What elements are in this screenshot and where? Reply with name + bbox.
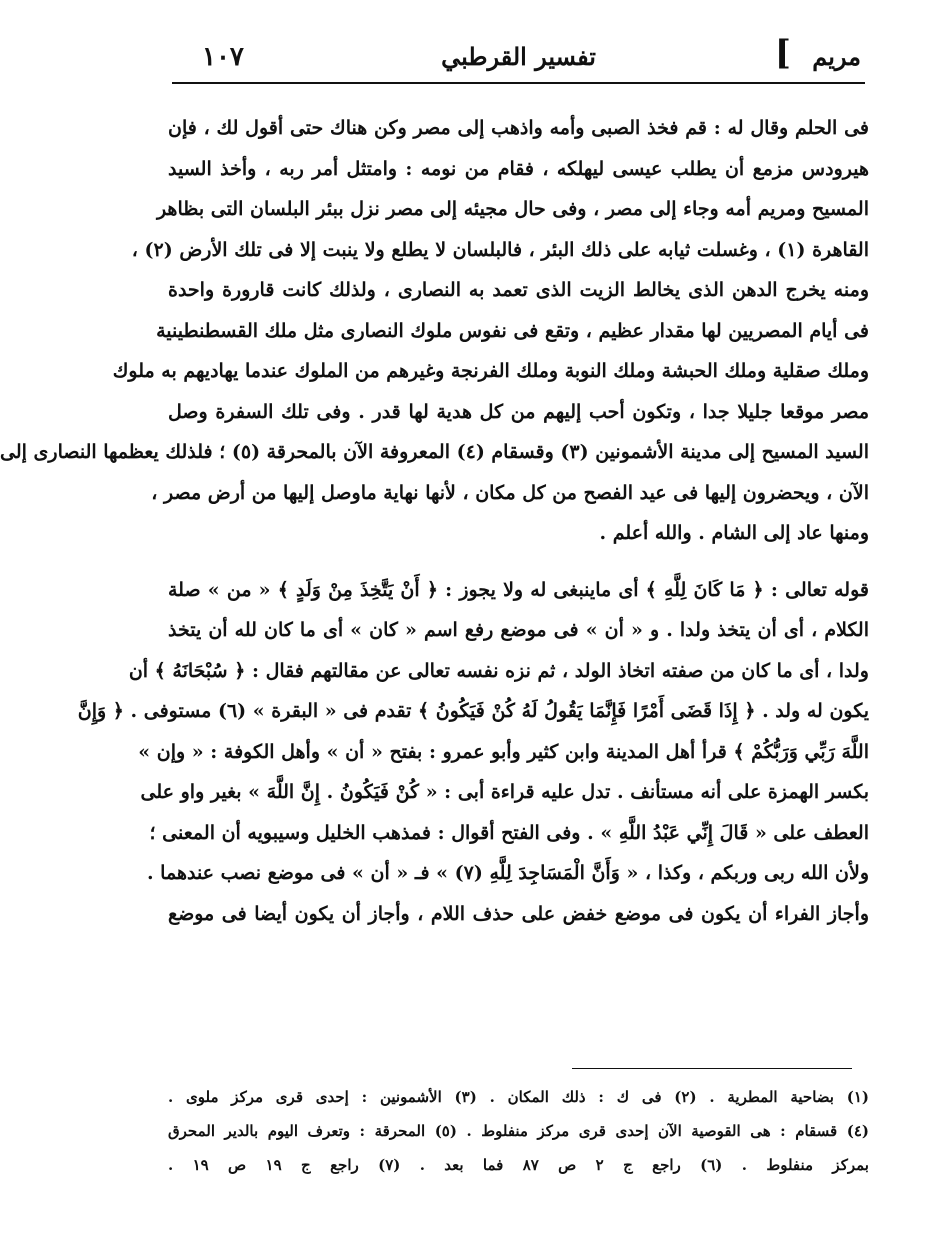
text-line: وأجاز الفراء أن يكون فى موضع خفض على حذف اللام ، وأجاز أن يكون أيضا فى موضع [168,902,869,925]
text-line: فى الحلم وقال له : قم فخذ الصبى وأمه واذهب إلى مصر وكن هناك حتى أقول لك ، فإن [168,117,869,139]
text-line: يكون له ولد . ﴿ إِذَا قَضَى أَمْرًا فَإِنَّمَا يَقُولُ لَهُ كُنْ فَيَكُونُ ﴾ تقدم فى « البقرة » (٦) مستوفى . ﴿ وَإِنَّ [77,700,869,722]
text-line: السيد المسيح إلى مدينة الأشمونين (٣) وقسقام (٤) المعروفة الآن بالمحرقة (٥) ؛ فلذلك يعظمها النصارى إلى [0,441,869,463]
text-line: الكلام ، أى أن يتخذ ولدا . و « أن » فى موضع رفع اسم « كان » أى ما كان لله أن يتخذ [168,619,869,641]
text-line: المسيح ومريم أمه وجاء إلى مصر ، وفى حال مجيئه إلى مصر نزل ببئر البلسان التى بظاهر [156,198,869,220]
surah-name: مريم [812,42,861,71]
page-number: ١٠٧ [202,42,244,72]
text-line: القاهرة (١) ، وغسلت ثيابه على ذلك البئر ، فالبلسان لا يطلع ولا ينبت إلا فى تلك الأرض (٢) ، [131,238,869,261]
text-line: قوله تعالى : ﴿ مَا كَانَ لِلَّهِ ﴾ أى ماينبغى له ولا يجوز : ﴿ أَنْ يَتَّخِذَ مِنْ وَلَدٍ ﴾ « من » صلة [168,578,869,601]
header-rule [172,82,865,84]
footnote-line: (٤) قسقام : هى القوصية الآن إحدى قرى مركز منفلوط . (٥) المحرقة : وتعرف اليوم بالدير المحرق [168,1122,869,1140]
footnote-line: (١) بضاحية المطرية . (٢) فى ك : ذلك المكان . (٣) الأشمونين : إحدى قرى مركز ملوى . [168,1088,870,1106]
text-line: فى أيام المصريين لها مقدار عظيم ، وتقع فى نفوس ملوك النصارى مثل ملك القسطنطينية [156,319,869,342]
footnotes [168,1080,869,1182]
text-line: وملك صقلية وملك الحبشة وملك النوبة وملك الفرنجة وغيرهم من الملوك عندما يهاديهم به ملوك [112,360,869,382]
footnote-line: بمركز منفلوط . (٦) راجع ج ٢ ص ٨٧ فما بعد . (٧) راجع ج ١٩ ص ١٩ . [168,1156,869,1174]
text-line: اللَّهَ رَبِّي وَرَبُّكُمْ ﴾ قرأ أهل المدينة وابن كثير وأبو عمرو : بفتح « أن » وأهل الكوفة : « وإن » [138,740,869,763]
text-line: بكسر الهمزة على أنه مستأنف . تدل عليه قراءة أبى : « كُنْ فَيَكُونُ . إِنَّ اللَّهَ » بغير واو على [140,781,869,803]
text-line: مصر موقعا جليلا جدا ، وتكون أحب إليهم من كل هدية لها قدر . وفى تلك السفرة وصل [168,400,869,423]
text-line: ولأن الله ربى وربكم ، وكذا ، « وَأَنَّ الْمَسَاجِدَ لِلَّهِ (٧) » فـ « أن » فى موضع نصب عندهما . [146,862,869,884]
paragraph-gap [168,554,869,570]
text-line: ومنه يخرج الدهن الذى يخالط الزيت الذى تعمد به النصارى ، ولذلك كانت قارورة واحدة [168,279,869,301]
text-line: العطف على « قَالَ إِنِّي عَبْدُ اللَّهِ » . وفى الفتح أقوال : فمذهب الخليل وسيبويه أن المعنى ؛ [149,821,869,844]
text-line: هيرودس مزمع أن يطلب عيسى ليهلكه ، فقام من نومه : وامتثل أمر ربه ، وأخذ السيد [168,157,869,180]
footnote-rule [572,1068,852,1069]
header-bracket: ] [774,33,791,73]
running-title: تفسير القرطبي [441,42,596,71]
text-line: ولدا ، أى ما كان من صفته اتخاذ الولد ، ثم نزه نفسه تعالى عن مقالتهم فقال : ﴿ سُبْحَانَهُ ﴾ أن [128,659,869,682]
main-text [0,108,869,1068]
page-header [172,28,865,84]
text-line: ومنها عاد إلى الشام . والله أعلم . [599,522,869,544]
text-line: الآن ، ويحضرون إليها فى عيد الفصح من كل مكان ، لأنها نهاية ماوصل إليها من أرض مصر ، [151,481,869,504]
